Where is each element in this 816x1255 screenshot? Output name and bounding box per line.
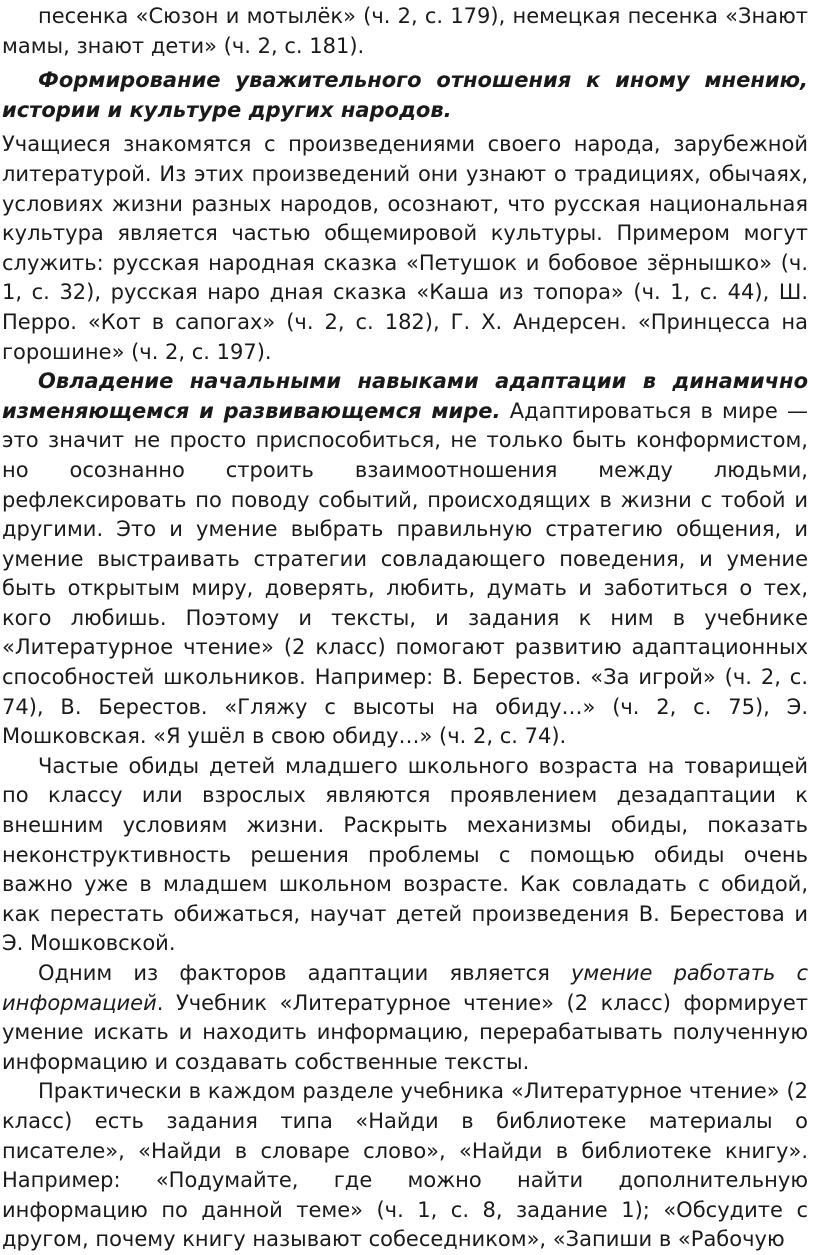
paragraph-text: Практически в каждом разделе учебника «Литературное чтение» (2 класс) есть задания типа «Найди в библиотеке материалы о писателе», «Найди в словаре слово», «Найди в библиотеке книгу». Например: «Подумайте, где можно найти дополнительную информацию по данной теме» (ч. 1, с. 8, задание 1); «Обсудите с другом, почему книгу называют собеседником», «Запиши в «Рабочую (2, 1079, 808, 1252)
emphasis-text: умение работать с информацией (2, 961, 808, 1015)
paragraph-adaptation (2, 367, 808, 752)
section-heading-respect (2, 66, 808, 125)
paragraph-text: . Учебник «Литературное чтение» (2 класс) формирует умение искать и находить информацию, перерабатывать полученную информацию и создавать собственные тексты. (2, 990, 808, 1074)
paragraph-cultures (2, 130, 808, 367)
paragraph-text: Учащиеся знакомятся с произведениями своего народа, зарубежной литературой. Из этих произведений они узнают о традициях, обычаях, условиях жизни разных народов, осознают, что русская национальная культура является частью общемировой культуры. Примером могут служить: русская народная сказка «Петушок и бобовое зёрнышко» (ч. 1, с. 32), русская наро дная сказка «Каша из топора» (ч. 1, с. 44), Ш. Перро. «Кот в сапогах» (ч. 2, с. 182), Г. Х. Андерсен. «Принцесса на горошине» (ч. 2, с. 197). (2, 132, 808, 364)
paragraph-text: Частые обиды детей младшего школьного возраста на товарищей по классу или взрослых являются проявлением дезадаптации к внешним условиям жизни. Раскрыть механизмы обиды, показать неконструктивность решения проблемы с помощью обиды очень важно уже в младшем школьном возрасте. Как совладать с обидой, как перестать обижаться, научат детей произведения В. Берестова и Э. Мошковской. (2, 753, 808, 956)
inline-heading-adaptation: Овладение начальными навыками адаптации в динамично изменяющемся и развивающемся мире. (2, 369, 808, 423)
paragraph-text: песенка «Сюзон и мотылёк» (ч. 2, с. 179), немецкая песенка «Знают мамы, знают дети» (ч. 2, с. 181). (2, 4, 808, 58)
paragraph-lead: Одним из факторов адаптации является (38, 961, 571, 985)
paragraph-offense (2, 752, 808, 959)
paragraph-tasks (2, 1077, 808, 1255)
paragraph-text: Адаптироваться в мире — это значит не просто приспособиться, не только быть конформистом, но осознанно строить взаимоотношения между людьми, рефлексировать по поводу событий, происходящих в жизни с тобой и другими. Это и умение выбрать правильную стратегию общения, и умение выстраивать стратегии совладающего поведения, и умение быть открытым миру, доверять, любить, думать и заботиться о тех, кого любишь. Поэтому и тексты, и задания к ним в учебнике «Литературное чтение» (2 класс) помогают развитию адаптационных способностей школьников. Например: В. Берестов. «За игрой» (ч. 2, с. 74), В. Берестов. «Гляжу с высоты на обиду…» (ч. 2, с. 75), Э. Мошковская. «Я ушёл в свою обиду…» (ч. 2, с. 74). (2, 398, 809, 749)
paragraph-information (2, 959, 808, 1077)
heading-text: Формирование уважительного отношения к иному мнению, истории и культуре других народов. (2, 68, 808, 122)
paragraph-songs (2, 2, 808, 61)
